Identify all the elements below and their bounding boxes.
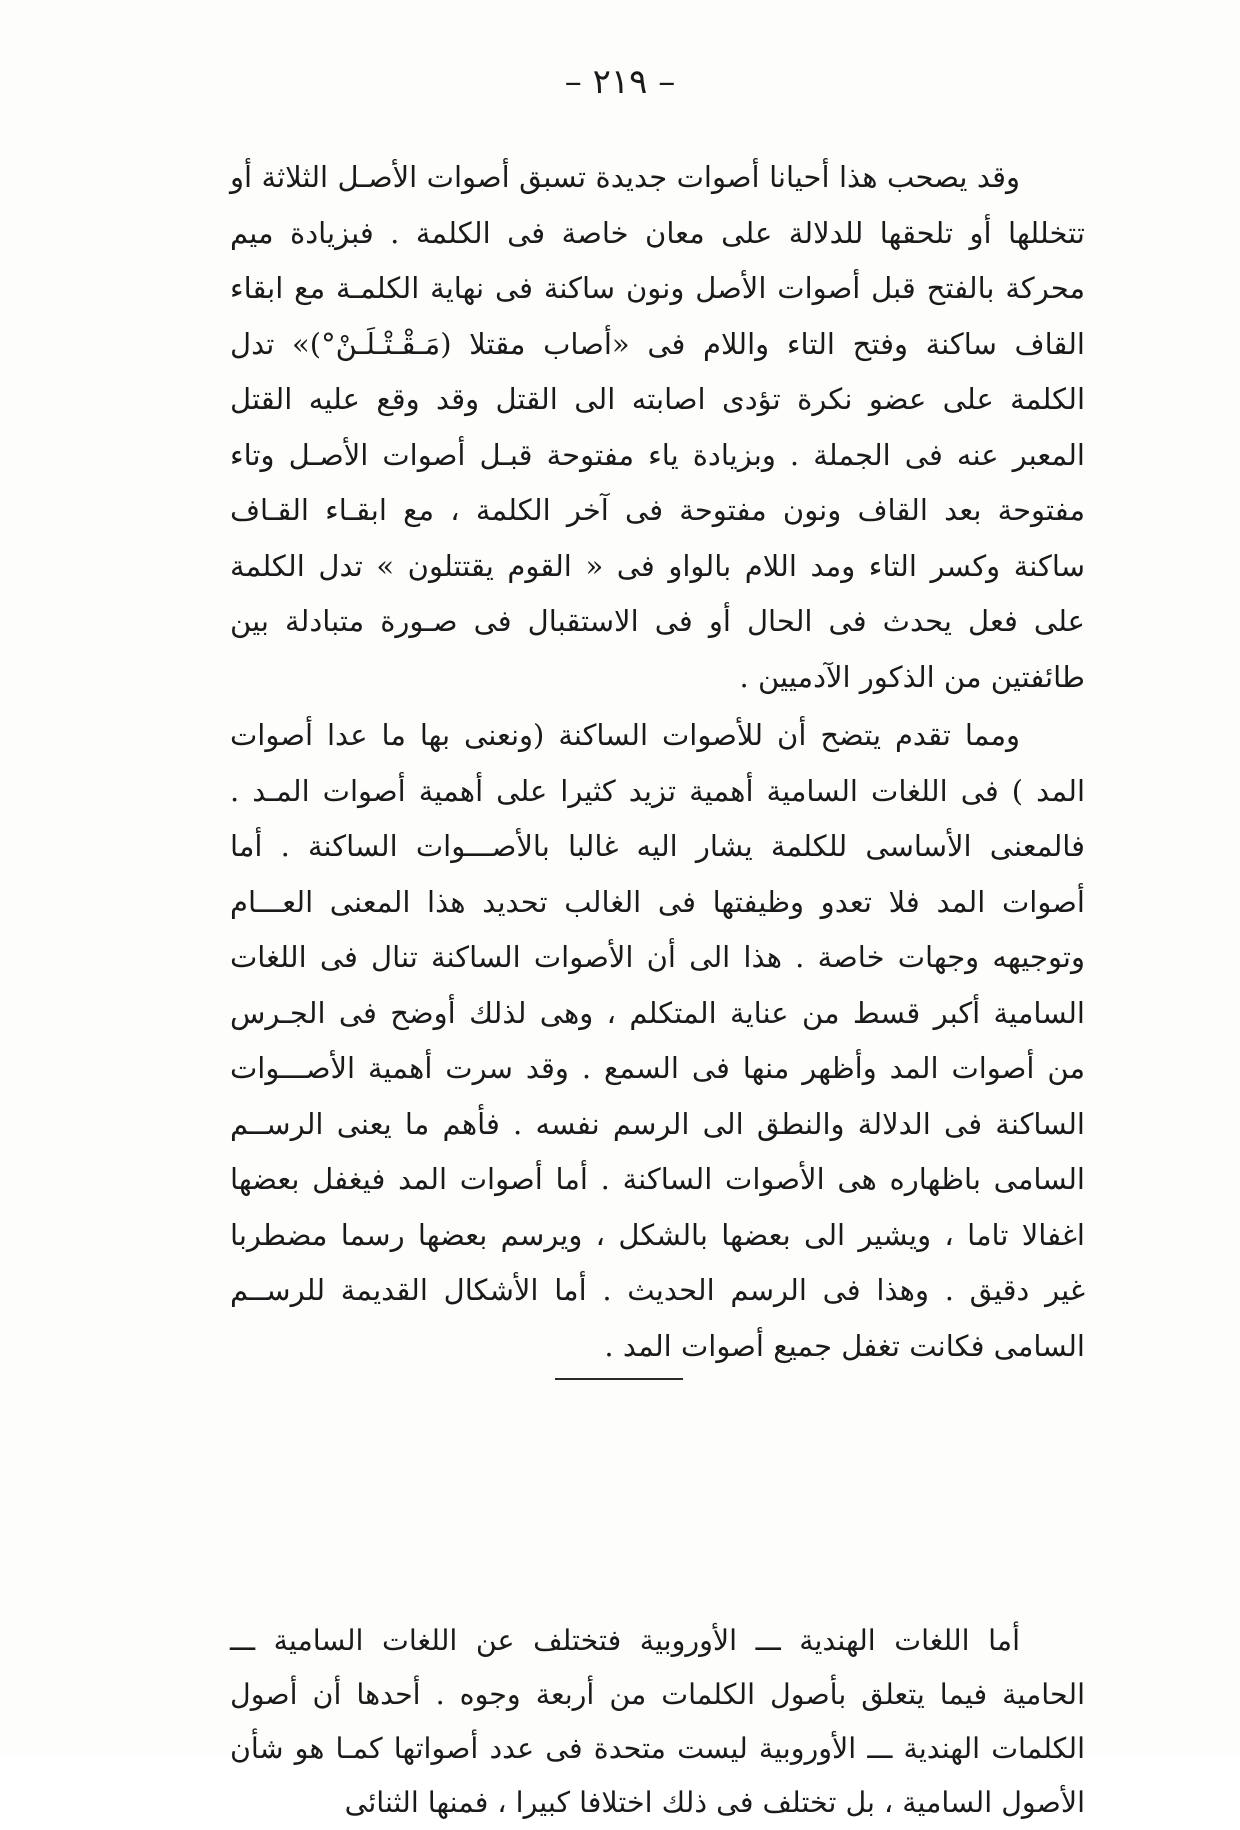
body-paragraph-2: ومما تقدم يتضح أن للأصوات الساكنة (ونعنى بها ما عدا أصوات المد ) فى اللغات السامية أهمية تزيد كثيرا على أهمية أصوات المـد . فالمعنى الأساسى للكلمة يشار اليه غالبا بالأصـــوات الساكنة . أما أصوات المد فلا تعدو وظيفتها فى الغالب تحديد هذا المعنى العـــام وتوجيهه وجهات خاصة . هذا الى أن الأصوات الساكنة تنال فى اللغات السامية أكبر قسط من عناية المتكلم ، وهى لذلك أوضح فى الجـرس من أصوات المد وأظهر منها فى السمع . وقد سرت أهمية الأصـــوات الساكنة فى الدلالة والنطق الى الرسم نفسه . فأهم ما يعنى الرســم السامى باظهاره هى الأصوات الساكنة . أما أصوات المد فيغفل بعضها اغفالا تاما ، ويشير الى بعضها بالشكل ، ويرسم بعضها رسما مضطربا غير دقيق . وهذا فى الرسم الحديث . أما الأشكال القديمة للرســم السامى فكانت تغفل جميع أصوات المد .	[230, 718, 1086, 1363]
footnote-paragraph: أما اللغات الهندية ـــ الأوروبية فتختلف عن اللغات السامية ـــ الحامية فيما يتعلق بأصول الكلمات من أربعة وجوه . أحدها أن أصول الكلمات الهندية ـــ الأوروبية ليست متحدة فى عدد أصواتها كمـا هو شأن الأصول السامية ، بل تختلف فى ذلك اختلافا كبيرا ، فمنها الثنائى	[230, 1624, 1085, 1819]
footnote-container	[230, 1614, 1085, 1830]
page-number: – ٢١٩ –	[564, 62, 676, 102]
body-paragraph-2-container	[230, 708, 1085, 1374]
footnote-divider	[555, 1378, 683, 1380]
body-paragraph-1-container	[230, 150, 1085, 705]
body-paragraph-1: وقد يصحب هذا أحيانا أصوات جديدة تسبق أصوات الأصـل الثلاثة أو تتخللها أو تلحقها للدلالة على معان خاصة فى الكلمة . فبزيادة ميم محركة بالفتح قبل أصوات الأصل ونون ساكنة فى نهاية الكلمـة مع ابقاء القاف ساكنة وفتح التاء واللام فى «أصاب مقتلا (مَـقْـتْـلَـنْ°)» تدل الكلمة على عضو نكرة تؤدى اصابته الى القتل وقد وقع عليه القتل المعبر عنه فى الجملة . وبزيادة ياء مفتوحة قبـل أصوات الأصـل وتاء مفتوحة بعد القاف ونون مفتوحة فى آخر الكلمة ، مع ابقـاء القـاف ساكنة وكسر التاء ومد اللام بالواو فى « القوم يقتتلون » تدل الكلمة على فعل يحدث فى الحال أو فى الاستقبال فى صـورة متبادلة بين طائفتين من الذكور الآدميين .	[230, 160, 1085, 694]
